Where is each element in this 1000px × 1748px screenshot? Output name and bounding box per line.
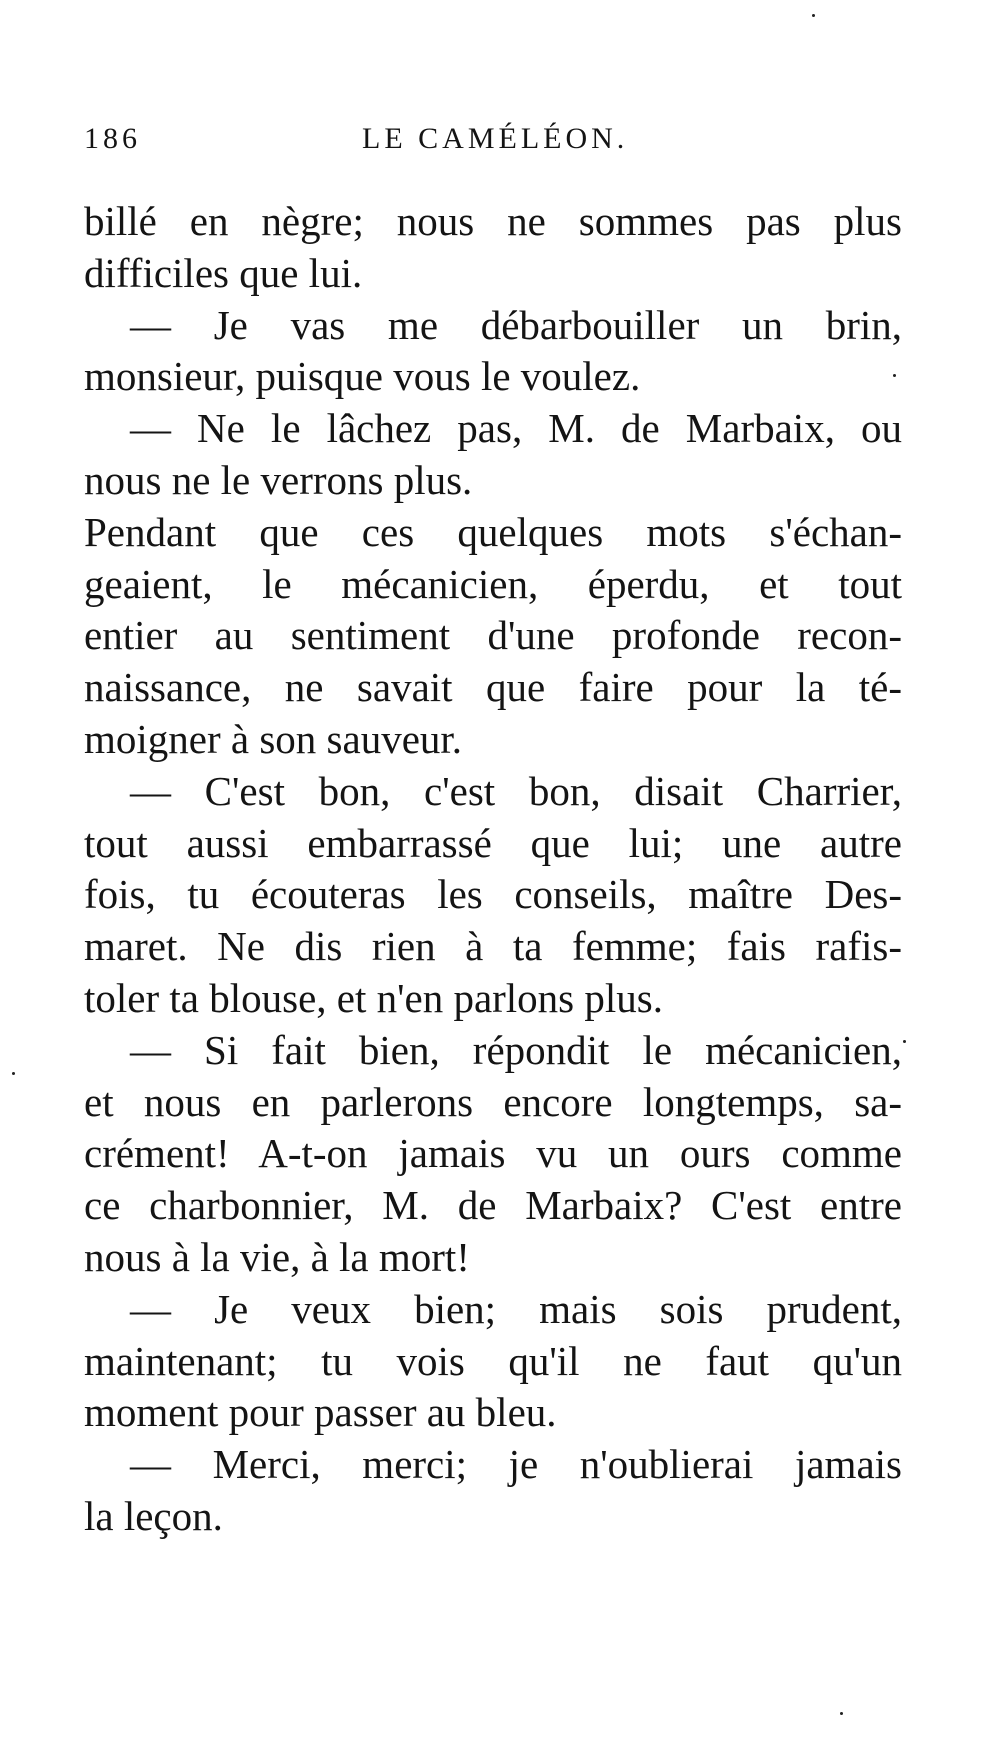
print-speck: [903, 1040, 906, 1043]
text-line: — Si fait bien, répondit le mécanicien,: [130, 1026, 902, 1073]
text-line: et nous en parlerons encore longtemps, sa-: [84, 1078, 902, 1125]
text-line: naissance, ne savait que faire pour la té-: [84, 664, 902, 711]
print-speck: [893, 374, 896, 377]
print-speck: [12, 1072, 15, 1075]
text-line: billé en nègre; nous ne sommes pas plus: [84, 198, 902, 244]
text-line: maintenant; tu vois qu'il ne faut qu'un: [84, 1337, 902, 1384]
text-line: crément! A-t-on jamais vu un ours comme: [84, 1130, 902, 1177]
text-line: fois, tu écouteras les conseils, maître Des-: [84, 871, 902, 918]
body-text: [84, 196, 902, 1543]
text-line: moment pour passer au bleu.: [84, 1389, 557, 1436]
text-line: Pendant que ces quelques mots s'échan-: [84, 508, 902, 555]
text-line: — Je veux bien; mais sois prudent,: [130, 1285, 902, 1332]
text-line: moigner à son sauveur.: [84, 715, 463, 762]
text-line: difficiles que lui.: [84, 249, 363, 296]
text-line: nous à la vie, à la mort!: [84, 1233, 470, 1280]
text-line: maret. Ne dis rien à ta femme; fais rafis-: [84, 923, 902, 970]
text-line: entier au sentiment d'une profonde recon-: [84, 612, 902, 659]
text-line: monsieur, puisque vous le voulez.: [84, 353, 641, 400]
text-line: — Ne le lâchez pas, M. de Marbaix, ou: [130, 405, 902, 452]
page-number: 186: [84, 122, 141, 155]
text-line: nous ne le verrons plus.: [84, 456, 473, 503]
print-speck: [812, 14, 815, 17]
text-line: la leçon.: [84, 1492, 223, 1539]
text-line: tout aussi embarrassé que lui; une autre: [84, 819, 902, 866]
text-line: — Je vas me débarbouiller un brin,: [130, 301, 902, 348]
text-line: ce charbonnier, M. de Marbaix? C'est entre: [84, 1182, 902, 1229]
running-title: LE CAMÉLÉON.: [362, 122, 629, 155]
print-speck: [840, 1712, 843, 1715]
text-line: toler ta blouse, et n'en parlons plus.: [84, 974, 663, 1021]
running-head: [84, 122, 904, 162]
text-line: geaient, le mécanicien, éperdu, et tout: [84, 560, 902, 607]
text-line: — Merci, merci; je n'oublierai jamais: [130, 1441, 902, 1488]
text-line: — C'est bon, c'est bon, disait Charrier,: [130, 767, 902, 814]
